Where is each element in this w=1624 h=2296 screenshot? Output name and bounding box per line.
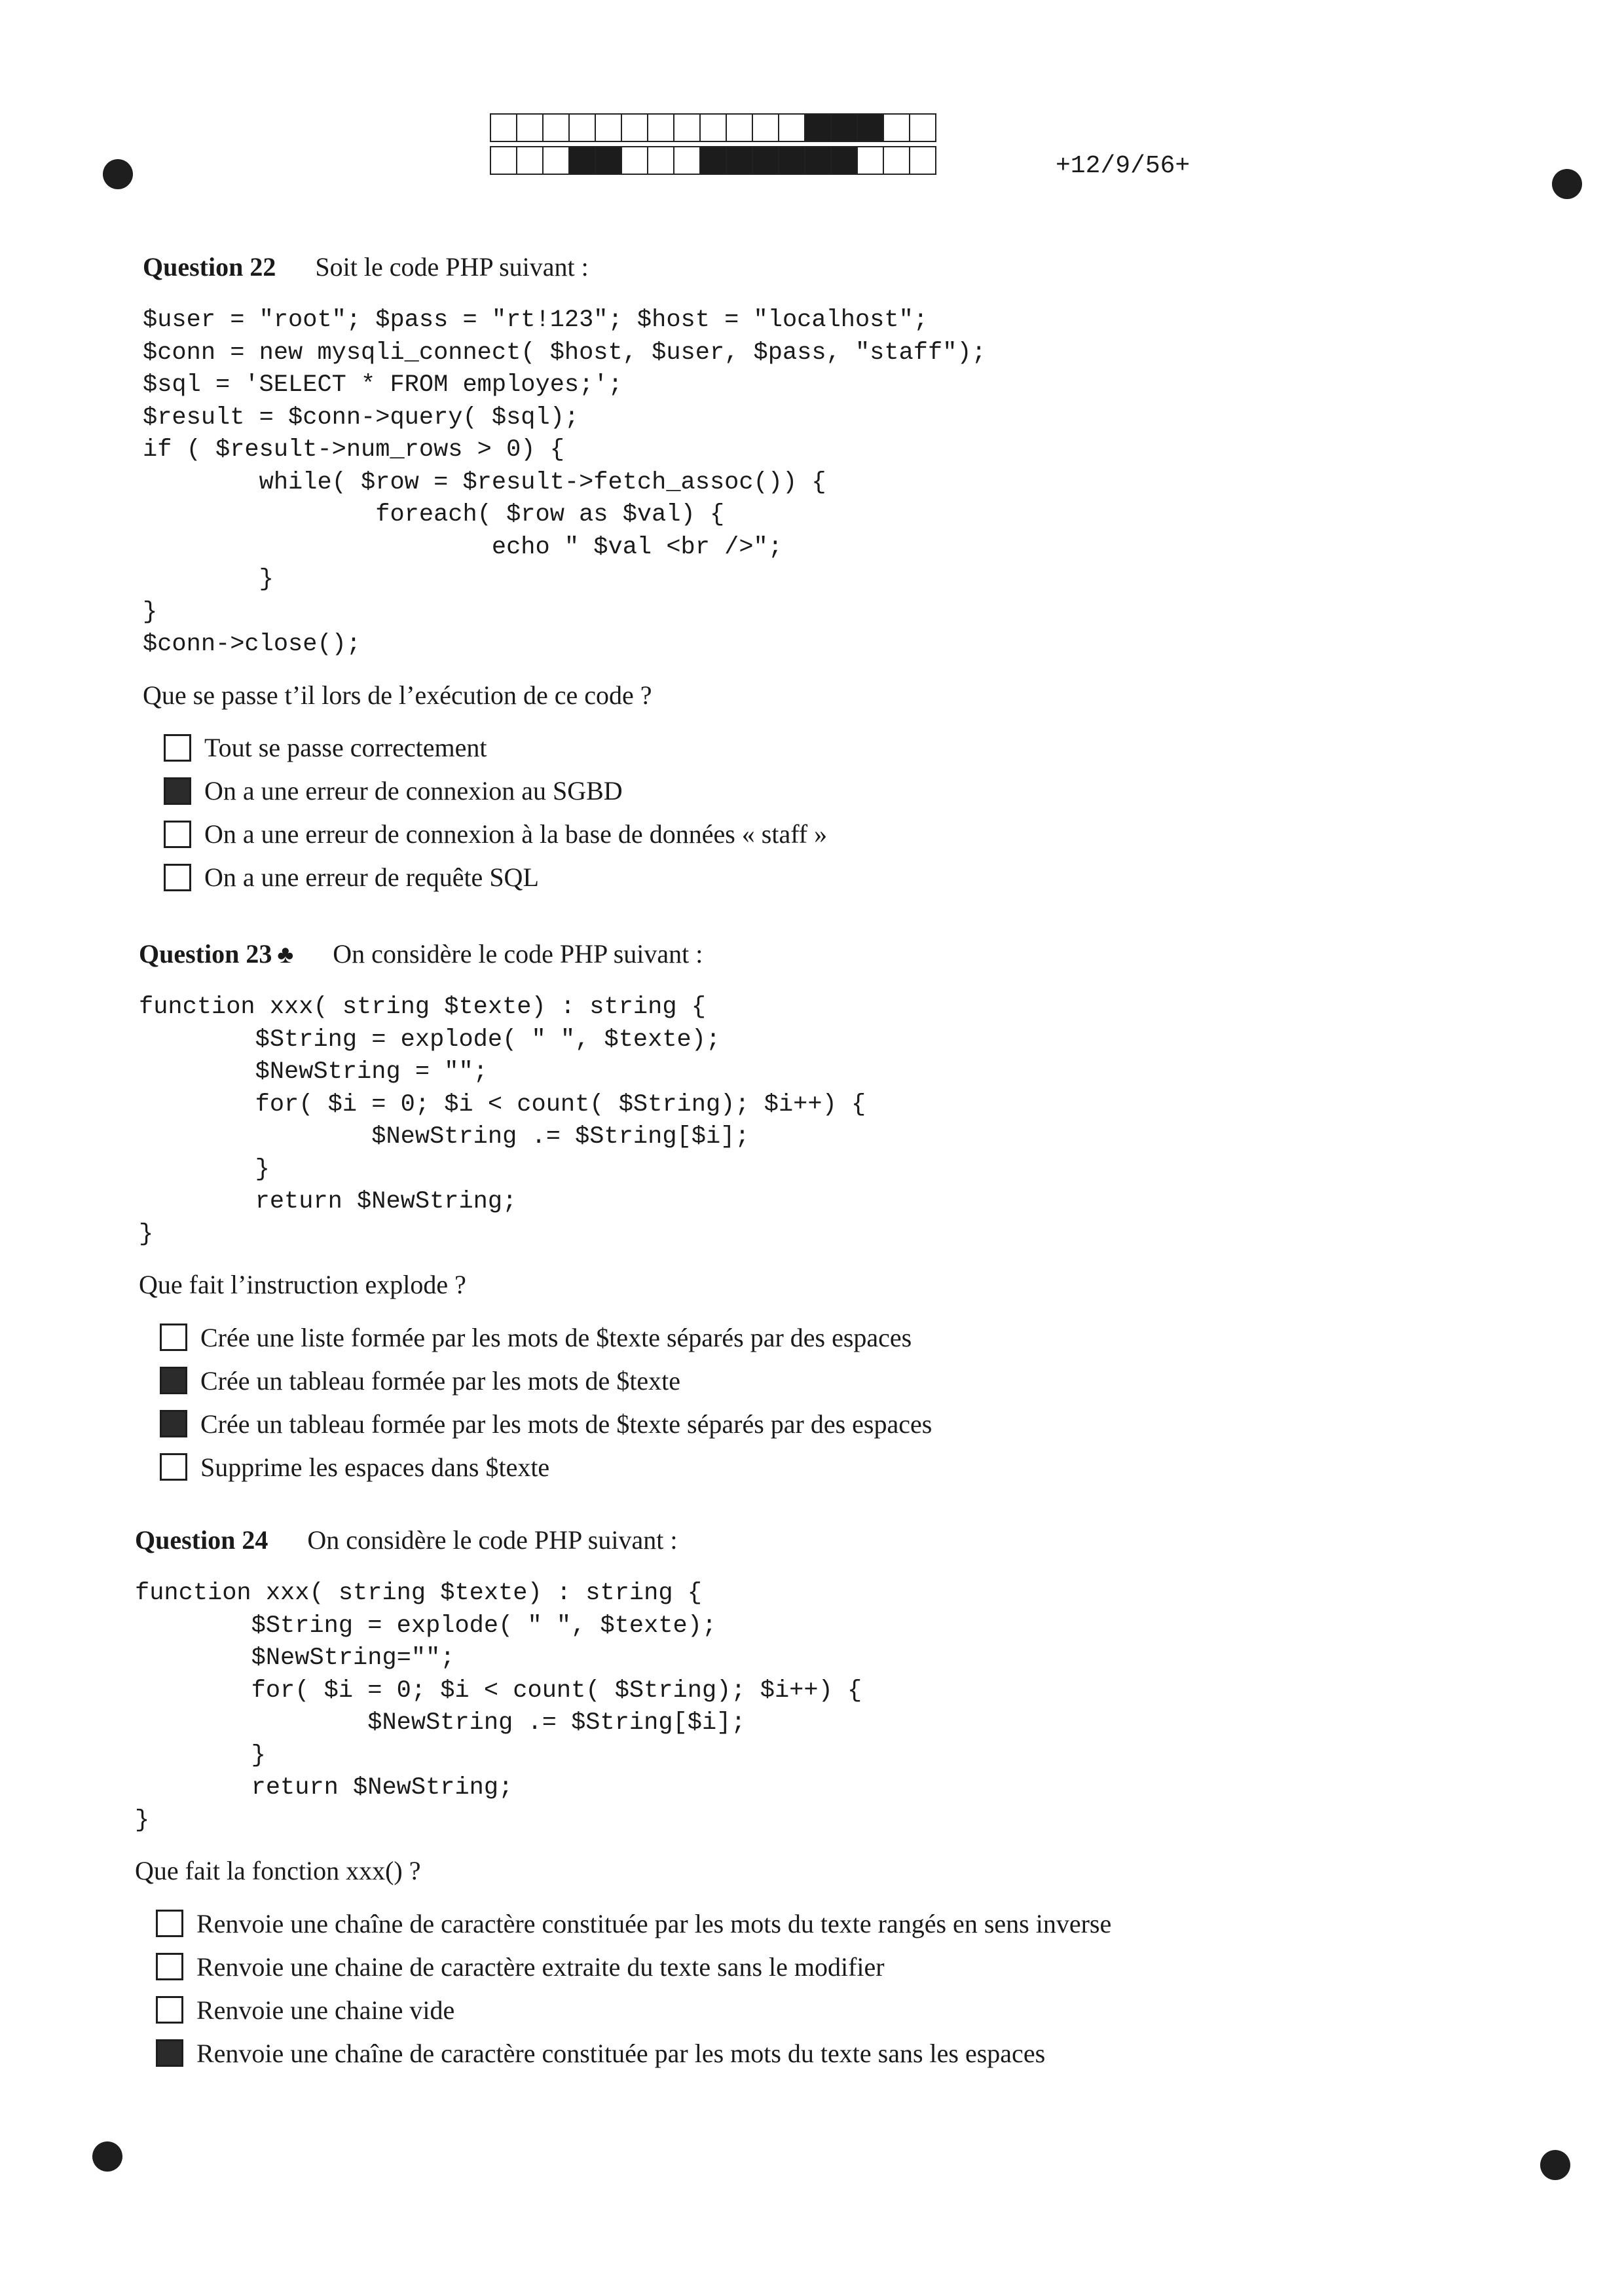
checkbox[interactable] xyxy=(156,1996,183,2024)
choice-label: On a une erreur de requête SQL xyxy=(204,862,539,892)
checkbox[interactable] xyxy=(156,1953,183,1980)
checkbox[interactable] xyxy=(164,821,191,848)
barcode-cell xyxy=(857,146,884,175)
choice-item[interactable] xyxy=(160,1402,932,1445)
choice-item[interactable] xyxy=(164,856,986,899)
question-intro: On considère le code PHP suivant : xyxy=(333,939,703,969)
barcode-cell xyxy=(568,113,596,142)
barcode-cell xyxy=(752,146,779,175)
barcode-cell xyxy=(516,113,544,142)
barcode-cell xyxy=(726,146,753,175)
checkbox[interactable] xyxy=(156,1910,183,1937)
question-header xyxy=(135,1525,1111,1555)
checkbox[interactable] xyxy=(156,2039,183,2067)
question-header xyxy=(139,938,932,969)
checkbox[interactable] xyxy=(164,734,191,762)
choice-label: Renvoie une chaine vide xyxy=(196,1995,455,2025)
barcode-row-1 xyxy=(491,113,936,141)
barcode-cell xyxy=(542,146,570,175)
barcode-cell xyxy=(726,113,753,142)
question-header xyxy=(143,251,986,282)
choice-item[interactable] xyxy=(160,1445,932,1489)
barcode-cell xyxy=(673,113,701,142)
barcode-cell xyxy=(542,113,570,142)
choice-item[interactable] xyxy=(164,726,986,769)
page-barcode xyxy=(491,113,936,174)
choice-label: Crée un tableau formée par les mots de $texte séparés par des espaces xyxy=(200,1409,932,1439)
checkbox[interactable] xyxy=(160,1324,187,1351)
barcode-cell xyxy=(595,146,622,175)
club-icon: ♣ xyxy=(277,941,294,969)
checkbox[interactable] xyxy=(160,1453,187,1481)
choice-label: Crée une liste formée par les mots de $texte séparés par des espaces xyxy=(200,1322,912,1352)
question-prompt: Que fait l’instruction explode ? xyxy=(139,1270,466,1299)
question-prompt: Que se passe t’il lors de l’exécution de ce code ? xyxy=(143,680,652,710)
barcode-cell xyxy=(909,146,936,175)
barcode-cell xyxy=(595,113,622,142)
question-intro: On considère le code PHP suivant : xyxy=(307,1525,678,1555)
barcode-cell xyxy=(490,146,517,175)
choice-item[interactable] xyxy=(164,813,986,856)
choice-label: Crée un tableau formée par les mots de $texte xyxy=(200,1365,681,1396)
barcode-cell xyxy=(621,146,648,175)
question-prompt: Que fait la fonction xxx() ? xyxy=(135,1856,421,1885)
corner-mark-top-right xyxy=(1552,169,1582,199)
page-id: +12/9/56+ xyxy=(1056,152,1190,180)
choice-label: On a une erreur de connexion à la base de données « staff » xyxy=(204,819,828,849)
question-23 xyxy=(139,938,932,1489)
barcode-cell xyxy=(883,113,910,142)
barcode-cell xyxy=(699,146,727,175)
barcode-cell xyxy=(647,146,674,175)
barcode-row-2 xyxy=(491,146,936,174)
choice-item[interactable] xyxy=(156,1988,1111,2031)
checkbox[interactable] xyxy=(164,864,191,891)
barcode-cell xyxy=(909,113,936,142)
barcode-cell xyxy=(673,146,701,175)
choice-item[interactable] xyxy=(156,1902,1111,1945)
barcode-cell xyxy=(830,146,858,175)
checkbox[interactable] xyxy=(160,1410,187,1437)
choice-item[interactable] xyxy=(156,1945,1111,1988)
barcode-cell xyxy=(516,146,544,175)
barcode-cell xyxy=(883,146,910,175)
barcode-cell xyxy=(778,113,805,142)
choice-item[interactable] xyxy=(160,1316,932,1359)
corner-mark-bottom-left xyxy=(92,2141,122,2172)
choice-item[interactable] xyxy=(160,1359,932,1402)
choice-label: Renvoie une chaîne de caractère constituée par les mots du texte sans les espaces xyxy=(196,2038,1046,2068)
corner-mark-top-left xyxy=(103,159,133,189)
barcode-cell xyxy=(804,146,832,175)
barcode-cell xyxy=(804,113,832,142)
barcode-cell xyxy=(699,113,727,142)
code-block: $user = "root"; $pass = "rt!123"; $host = "localhost"; $conn = new mysqli_connect( $host, $user, $pass, "staff"); $sql = 'SELECT * FROM employes;'; $result = $conn->query( $sql); if ( $result->num_rows > 0) { while( $row = $result->fetch_assoc()) { foreach( $row as $val) { echo " $val <br />"; } } $conn->close(); xyxy=(143,306,986,658)
choice-item[interactable] xyxy=(156,2031,1111,2075)
checkbox[interactable] xyxy=(160,1367,187,1394)
barcode-cell xyxy=(490,113,517,142)
choice-list xyxy=(160,1316,932,1489)
question-22 xyxy=(143,251,986,899)
barcode-cell xyxy=(568,146,596,175)
choice-label: Supprime les espaces dans $texte xyxy=(200,1452,550,1482)
barcode-cell xyxy=(752,113,779,142)
choice-list xyxy=(164,726,986,899)
choice-label: Renvoie une chaîne de caractère constituée par les mots du texte rangés en sens inverse xyxy=(196,1908,1112,1938)
barcode-cell xyxy=(857,113,884,142)
question-24 xyxy=(135,1525,1111,2075)
choice-label: On a une erreur de connexion au SGBD xyxy=(204,776,623,805)
choice-item[interactable] xyxy=(164,769,986,813)
corner-mark-bottom-right xyxy=(1540,2150,1570,2180)
choice-label: Renvoie une chaine de caractère extraite du texte sans le modifier xyxy=(196,1952,885,1982)
code-block: function xxx( string $texte) : string { $String = explode( " ", $texte); $NewString = ""; for( $i = 0; $i < count( $String); $i++) { $NewString .= $String[$i]; } return $NewString; } xyxy=(139,993,866,1248)
choice-label: Tout se passe correctement xyxy=(204,733,487,762)
code-block: function xxx( string $texte) : string { $String = explode( " ", $texte); $NewString=""; for( $i = 0; $i < count( $String); $i++) { $NewString .= $String[$i]; } return $NewString; } xyxy=(135,1580,862,1834)
question-title: Question 24 xyxy=(135,1525,268,1555)
barcode-cell xyxy=(621,113,648,142)
question-title: Question 22 xyxy=(143,252,276,282)
choice-list xyxy=(156,1902,1111,2075)
question-title: Question 23 xyxy=(139,939,272,969)
barcode-cell xyxy=(647,113,674,142)
checkbox[interactable] xyxy=(164,777,191,805)
question-intro: Soit le code PHP suivant : xyxy=(315,252,589,282)
barcode-cell xyxy=(778,146,805,175)
barcode-cell xyxy=(830,113,858,142)
